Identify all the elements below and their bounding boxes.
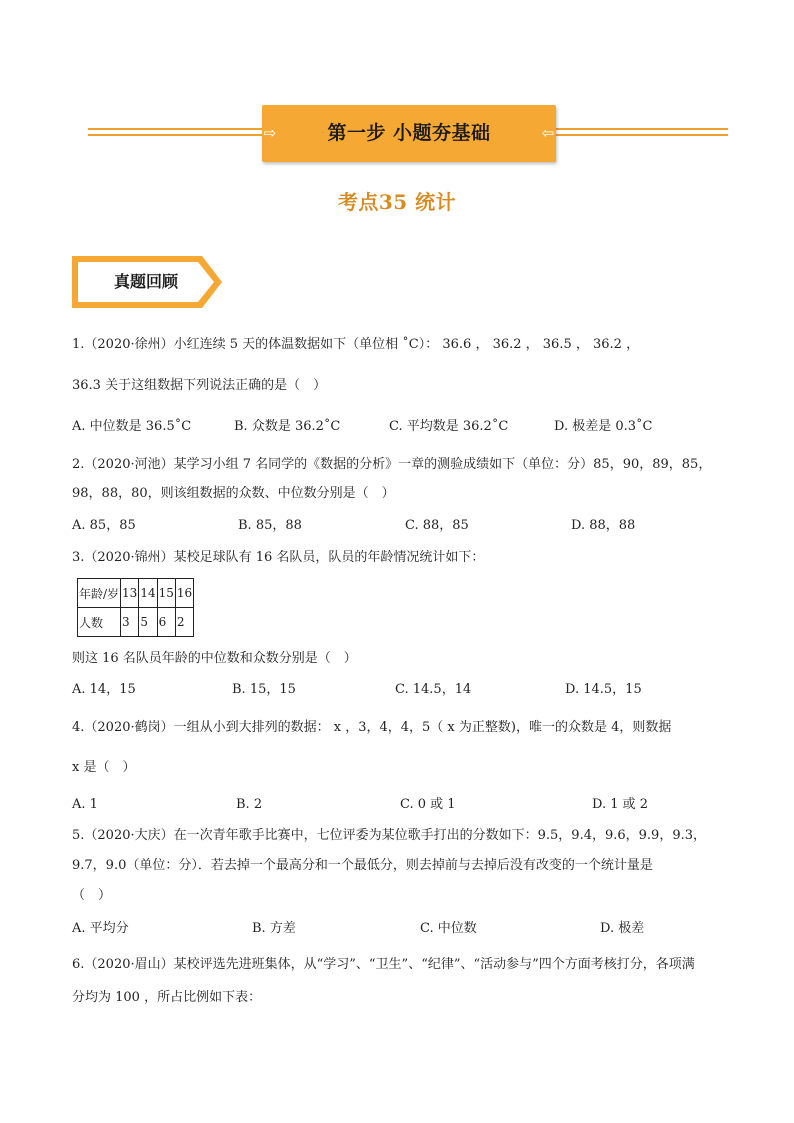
q2-option-c: C. 88，85 xyxy=(405,518,469,533)
chevron-left-icon: ⇦ xyxy=(541,124,555,142)
q2-option-a: A. 85，85 xyxy=(72,518,136,533)
q3-line1: 3.（2020·锦州）某校足球队有 16 名队员，队员的年龄情况统计如下： xyxy=(72,550,485,565)
q4-option-c: C. 0 或 1 xyxy=(400,797,456,812)
table-cell: 15 xyxy=(157,579,175,608)
q5-line1: 5.（2020·大庆）在一次青年歌手比赛中，七位评委为某位歌手打出的分数如下：9.5，9.4，9.6，9.9，9.3， xyxy=(72,828,706,843)
q4-option-b: B. 2 xyxy=(236,797,263,812)
q2-line1: 2.（2020·河池）某学习小组 7 名同学的《数据的分析》一章的测验成绩如下（单位：分）85，90，89，85， xyxy=(72,457,712,472)
q5-line3: （ ） xyxy=(72,888,112,903)
table-cell: 13 xyxy=(121,579,139,608)
q3-option-d: D. 14.5，15 xyxy=(565,682,642,697)
table-cell: 3 xyxy=(121,608,139,637)
q3-line2: 则这 16 名队员年龄的中位数和众数分别是（ ） xyxy=(72,651,357,666)
q1-option-a: A. 中位数是 36.5˚C xyxy=(72,419,192,434)
q5-line2: 9.7，9.0（单位：分）．若去掉一个最高分和一个最低分，则去掉前与去掉后没有改变的一个统计量是 xyxy=(72,858,653,873)
q3-option-b: B. 15，15 xyxy=(232,682,296,697)
q4-option-a: A. 1 xyxy=(72,797,98,812)
table-cell: 14 xyxy=(139,579,157,608)
table-cell: 人数 xyxy=(78,608,121,637)
q1-line2: 36.3 关于这组数据下列说法正确的是（ ） xyxy=(72,378,327,393)
table-cell: 年龄/岁 xyxy=(78,579,121,608)
age-table xyxy=(77,578,194,637)
q6-line2: 分均为 100 ，所占比例如下表： xyxy=(72,990,262,1005)
q3-option-a: A. 14，15 xyxy=(72,682,136,697)
chevron-right-icon: ⇨ xyxy=(263,124,277,142)
q2-option-d: D. 88，88 xyxy=(571,518,636,533)
table-cell: 2 xyxy=(175,608,193,637)
q4-option-d: D. 1 或 2 xyxy=(592,797,649,812)
q5-option-a: A. 平均分 xyxy=(72,921,129,936)
q3-option-c: C. 14.5，14 xyxy=(395,682,472,697)
table-row xyxy=(78,579,194,608)
topic-title: 考点35 统计 xyxy=(337,190,457,214)
table-cell: 5 xyxy=(139,608,157,637)
q1-option-c: C. 平均数是 36.2˚C xyxy=(389,419,509,434)
section-label: 真题回顾 xyxy=(113,272,178,291)
table-cell: 6 xyxy=(157,608,175,637)
q4-line2: x 是（ ） xyxy=(72,760,136,775)
q5-option-b: B. 方差 xyxy=(252,921,296,936)
table-cell: 16 xyxy=(175,579,193,608)
q6-line1: 6.（2020·眉山）某校评选先进班集体，从“学习”、“卫生”、“纪律”、“活动参与”四个方面考核打分，各项满 xyxy=(72,957,695,972)
q2-option-b: B. 85，88 xyxy=(238,518,302,533)
q2-line2: 98，88，80，则该组数据的众数、中位数分别是（ ） xyxy=(72,486,395,501)
section-tab xyxy=(72,256,222,308)
banner-title: 第一步 小题夯基础 xyxy=(327,122,491,144)
q4-line1: 4.（2020·鹤岗）一组从小到大排列的数据： x ，3，4，4，5（ x 为正整数)，唯一的众数是 4，则数据 xyxy=(72,720,672,735)
q1-option-b: B. 众数是 36.2˚C xyxy=(234,419,341,434)
table-row xyxy=(78,608,194,637)
step-banner xyxy=(262,105,556,162)
q5-option-d: D. 极差 xyxy=(600,921,645,936)
q5-option-c: C. 中位数 xyxy=(420,921,477,936)
q1-line1: 1.（2020·徐州）小红连续 5 天的体温数据如下（单位相 ˚C）： 36.6 ， 36.2 ， 36.5 ， 36.2 ， xyxy=(72,337,640,352)
q1-option-d: D. 极差是 0.3˚C xyxy=(554,419,653,434)
